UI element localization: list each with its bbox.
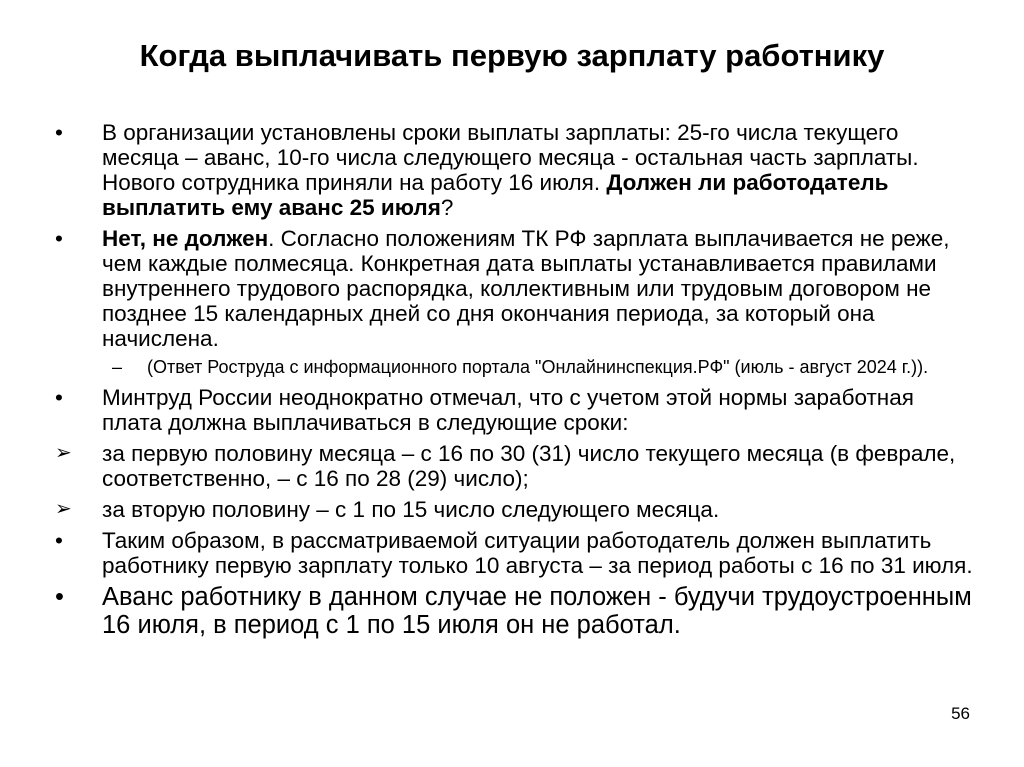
second-half-text: за вторую половину – с 1 по 15 число следующего месяца. [102,497,720,522]
first-half-text: за первую половину месяца – с 16 по 30 (31) число текущего месяца (в феврале, соответственно, – с 16 по 28 (29) число); [102,441,956,491]
mintrud-text: Минтруд России неоднократно отмечал, что с учетом этой нормы заработная плата должна выплачиваться в следующие сроки: [102,385,914,435]
list-item-mintrud [55,385,975,435]
list-item-final [55,583,975,639]
bullet-marker: • [55,583,64,611]
dash-marker: – [112,357,123,377]
final-text: Аванс работнику в данном случае не положен - будучи трудоустроенным 16 июля, в период с 1 по 15 июля он не работал. [102,583,972,639]
list-item-answer [55,226,975,351]
list-item-conclusion [55,528,975,578]
answer-bold-text: Нет, не должен [102,226,269,251]
answer-text: . Согласно положениям ТК РФ зарплата выплачивается не реже, чем каждые полмесяца. Конкретная дата выплаты устанавливается правилами внутреннего трудового распорядка, коллективным или трудовым договором не позднее 15 календарных дней со дня окончания периода, за который она начислена. [102,226,950,351]
bullet-marker: • [55,385,63,410]
bullet-marker: • [55,528,63,553]
list-item-first-half [55,441,975,491]
list-item-source [55,355,975,379]
conclusion-text: Таким образом, в рассматриваемой ситуации работодатель должен выплатить работнику первую зарплату только 10 августа – за период работы с 16 по 31 июля. [102,528,973,578]
arrow-marker: ➢ [55,442,72,464]
slide-title: Когда выплачивать первую зарплату работнику [139,38,885,73]
arrow-marker: ➢ [55,498,72,520]
question-text: В организации установлены сроки выплаты зарплаты: 25-го числа текущего месяца – аванс, 10-го числа следующего месяца - остальная часть зарплаты. Нового сотрудника приняли на работу 16 июля. [102,120,919,195]
bullet-marker: • [55,120,63,145]
list-item-second-half [55,497,975,522]
question-mark: ? [440,195,454,220]
question-bold-text: Должен ли работодатель выплатить ему аванс 25 июля [102,170,889,220]
list-item-question [55,120,975,220]
bullet-list [55,120,975,639]
page-number: 56 [951,704,970,723]
bullet-marker: • [55,226,63,251]
source-text: (Ответ Роструда с информационного портала "Онлайнинспекция.РФ" (июль - август 2024 г.)). [147,357,929,377]
